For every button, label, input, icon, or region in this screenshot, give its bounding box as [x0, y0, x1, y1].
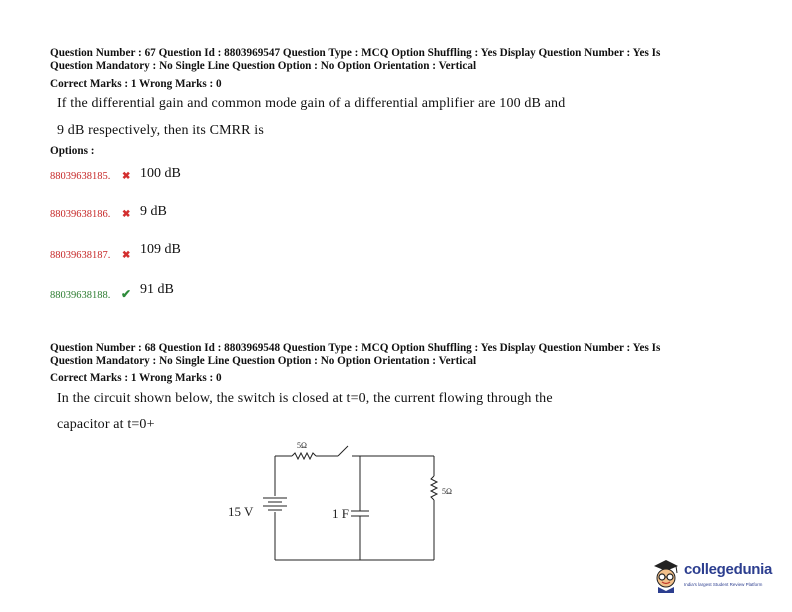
cross-icon: ✖ [122, 250, 131, 261]
q67-text-line2: 9 dB respectively, then its CMRR is [57, 123, 264, 138]
resistor-r1 [292, 453, 316, 459]
q67-meta-line1: Question Number : 67 Question Id : 8803969547 Question Type : MCQ Option Shuffling : Yes Display Question Number : Yes Is [50, 47, 661, 59]
option-id: 88039638188. [50, 290, 111, 301]
option-value: 109 dB [140, 242, 181, 257]
q68-text-line2: capacitor at t=0+ [57, 417, 155, 432]
capacitor-label: 1 F [332, 506, 349, 521]
option-value: 9 dB [140, 204, 167, 219]
r2-label: 5Ω [442, 487, 452, 496]
r1-label: 5Ω [297, 441, 307, 450]
q68-meta [50, 342, 740, 368]
switch-blade [338, 446, 348, 456]
cross-icon: ✖ [122, 209, 131, 220]
check-icon: ✔ [121, 287, 132, 301]
q68-meta-line2: Question Mandatory : No Single Line Question Option : No Option Orientation : Vertical [50, 355, 477, 367]
q67-meta-line2: Question Mandatory : No Single Line Question Option : No Option Orientation : Vertical [50, 60, 477, 72]
source-label: 15 V [228, 504, 254, 519]
brand-name: collegedunia [684, 561, 773, 578]
resistor-r2 [431, 476, 437, 500]
option-id: 88039638185. [50, 171, 111, 182]
q67-meta [50, 47, 740, 73]
circuit-diagram [220, 436, 450, 566]
option-id: 88039638186. [50, 209, 111, 220]
q68-text-line1: In the circuit shown below, the switch is closed at t=0, the current flowing through the [57, 391, 553, 406]
option-value: 100 dB [140, 166, 181, 181]
q67-text-line1: If the differential gain and common mode gain of a differential amplifier are 100 dB and [57, 96, 566, 111]
option-id: 88039638187. [50, 250, 111, 261]
collegedunia-logo [650, 555, 792, 605]
mascot-icon [650, 557, 682, 593]
q68-meta-line1: Question Number : 68 Question Id : 8803969548 Question Type : MCQ Option Shuffling : Yes Display Question Number : Yes Is [50, 342, 661, 354]
option-value: 91 dB [140, 282, 174, 297]
brand-tagline: India's largest Student Review Platform [684, 582, 763, 587]
q67-marks: Correct Marks : 1 Wrong Marks : 0 [50, 78, 222, 90]
q68-marks: Correct Marks : 1 Wrong Marks : 0 [50, 372, 222, 384]
q67-options-label: Options : [50, 145, 95, 157]
cross-icon: ✖ [122, 171, 131, 182]
